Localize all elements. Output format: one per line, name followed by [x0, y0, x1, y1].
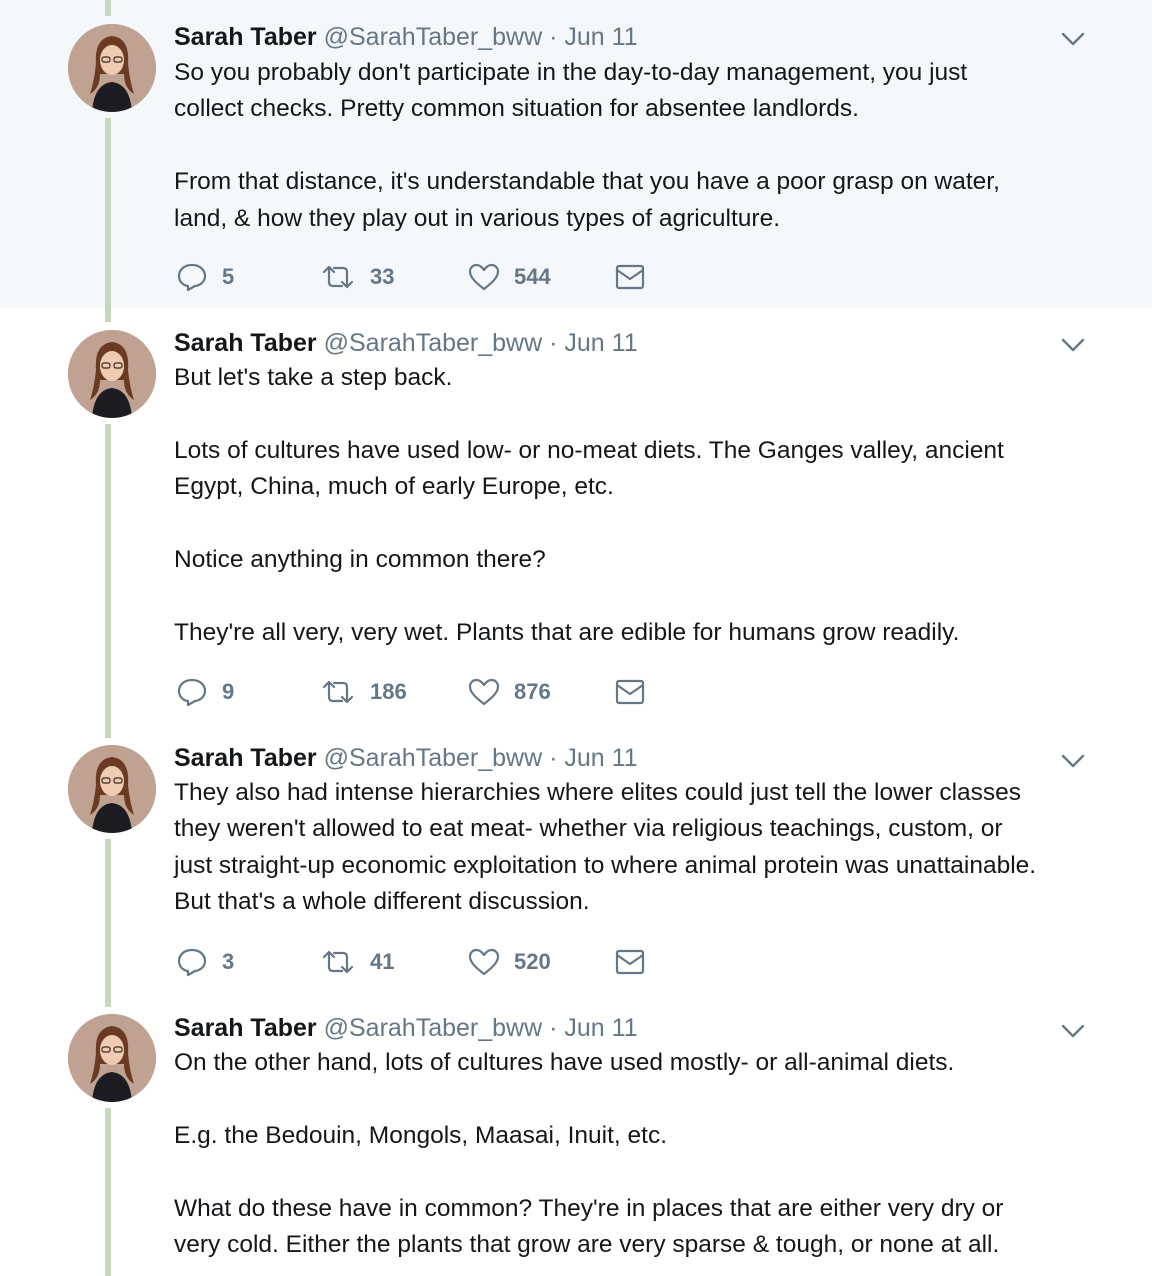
reply-button[interactable]: [176, 260, 234, 294]
tweet-text: [174, 775, 1104, 921]
author-name[interactable]: Sarah Taber: [174, 1014, 317, 1042]
thread-line: [105, 1108, 111, 1276]
text-line: E.g. the Bedouin, Mongols, Maasai, Inuit, etc.: [174, 1121, 668, 1149]
reply-button[interactable]: [176, 945, 234, 979]
reply-icon: [176, 947, 208, 977]
retweet-icon: [320, 677, 356, 707]
thread-line: [105, 839, 111, 1007]
text-line: Egypt, China, much of early Europe, etc.: [174, 473, 614, 501]
chevron-down-icon[interactable]: [1060, 30, 1086, 48]
thread-line: [105, 0, 111, 16]
thread-line: [105, 308, 111, 322]
text-line: But let's take a step back.: [174, 364, 453, 391]
direct-message-button[interactable]: [614, 260, 646, 294]
separator: ·: [549, 23, 558, 51]
thread-line: [105, 994, 111, 1006]
text-line: collect checks. Pretty common situation for absentee landlords.: [174, 95, 859, 123]
tweet-2[interactable]: [0, 308, 1152, 724]
author-handle[interactable]: @SarahTaber_bww: [323, 23, 543, 51]
tweet-text: [174, 1045, 1104, 1263]
heart-icon: [468, 677, 500, 707]
paragraph: [174, 615, 1104, 651]
tweet-date[interactable]: Jun 11: [564, 23, 638, 51]
reply-count: 3: [222, 949, 235, 974]
retweet-button[interactable]: [320, 675, 407, 709]
text-line: What do these have in common? They're in places that are either very dry or: [174, 1194, 1004, 1222]
paragraph: [174, 1191, 1104, 1264]
chevron-down-icon[interactable]: [1060, 1022, 1086, 1040]
avatar[interactable]: [68, 745, 156, 833]
paragraph: [174, 1118, 1104, 1154]
text-line: they weren't allowed to eat meat- whether via religious teachings, custom, or: [174, 815, 1003, 843]
tweet-header: [174, 743, 638, 773]
envelope-icon: [614, 677, 646, 707]
author-handle[interactable]: @SarahTaber_bww: [323, 1014, 543, 1042]
paragraph: [174, 775, 1104, 921]
reply-icon: [176, 262, 208, 292]
tweet-header: [174, 22, 638, 52]
thread-line: [105, 730, 111, 738]
like-count: 520: [514, 949, 551, 974]
reply-count: 5: [222, 264, 235, 289]
tweet-date[interactable]: Jun 11: [564, 744, 638, 772]
tweet-1[interactable]: [0, 0, 1152, 308]
text-line: But that's a whole different discussion.: [174, 888, 590, 916]
tweet-4[interactable]: [0, 994, 1152, 1276]
text-line: From that distance, it's understandable that you have a poor grasp on water,: [174, 168, 1000, 196]
avatar[interactable]: [68, 330, 156, 418]
tweet-3[interactable]: [0, 724, 1152, 994]
tweet-date[interactable]: Jun 11: [564, 1014, 638, 1042]
chevron-down-icon[interactable]: [1060, 336, 1086, 354]
retweet-icon: [320, 262, 356, 292]
paragraph: [174, 542, 1104, 578]
text-line: just straight-up economic exploitation to where animal protein was unattainable.: [174, 851, 1037, 879]
like-button[interactable]: [468, 675, 551, 709]
retweet-count: 41: [370, 949, 395, 974]
tweet-date[interactable]: Jun 11: [564, 329, 638, 357]
thread-line: [105, 118, 111, 308]
separator: ·: [549, 744, 558, 772]
paragraph: [174, 164, 1104, 237]
like-button[interactable]: [468, 945, 551, 979]
text-line: land, & how they play out in various types of agriculture.: [174, 204, 781, 232]
author-handle[interactable]: @SarahTaber_bww: [323, 329, 543, 357]
text-line: They're all very, very wet. Plants that are edible for humans grow readily.: [174, 618, 960, 646]
tweet-header: [174, 1013, 638, 1043]
author-handle[interactable]: @SarahTaber_bww: [323, 744, 543, 772]
retweet-count: 33: [370, 264, 395, 289]
text-line: very cold. Either the plants that grow are very sparse & tough, or none at all.: [174, 1231, 1000, 1258]
paragraph: [174, 1045, 1104, 1081]
chevron-down-icon[interactable]: [1060, 752, 1086, 770]
text-line: Lots of cultures have used low- or no-meat diets. The Ganges valley, ancient: [174, 436, 1004, 464]
thread-line: [105, 424, 111, 738]
direct-message-button[interactable]: [614, 945, 646, 979]
reply-button[interactable]: [176, 675, 234, 709]
reply-count: 9: [222, 679, 235, 704]
paragraph: [174, 433, 1104, 506]
envelope-icon: [614, 262, 646, 292]
author-name[interactable]: Sarah Taber: [174, 329, 317, 357]
retweet-button[interactable]: [320, 945, 394, 979]
text-line: Notice anything in common there?: [174, 546, 546, 573]
retweet-count: 186: [370, 679, 407, 704]
tweet-text: [174, 55, 1104, 237]
envelope-icon: [614, 947, 646, 977]
text-line: They also had intense hierarchies where elites could just tell the lower classes: [174, 779, 1022, 806]
heart-icon: [468, 947, 500, 977]
avatar[interactable]: [68, 24, 156, 112]
retweet-button[interactable]: [320, 260, 394, 294]
text-line: On the other hand, lots of cultures have used mostly- or all-animal diets.: [174, 1049, 955, 1076]
author-name[interactable]: Sarah Taber: [174, 23, 317, 51]
separator: ·: [549, 1014, 558, 1042]
avatar[interactable]: [68, 1014, 156, 1102]
retweet-icon: [320, 947, 356, 977]
like-button[interactable]: [468, 260, 551, 294]
paragraph: [174, 55, 1104, 128]
like-count: 876: [514, 679, 551, 704]
heart-icon: [468, 262, 500, 292]
direct-message-button[interactable]: [614, 675, 646, 709]
tweet-header: [174, 328, 638, 358]
tweet-text: [174, 360, 1104, 651]
text-line: So you probably don't participate in the day-to-day management, you just: [174, 59, 968, 86]
author-name[interactable]: Sarah Taber: [174, 744, 317, 772]
reply-icon: [176, 677, 208, 707]
separator: ·: [549, 329, 558, 357]
like-count: 544: [514, 264, 551, 289]
paragraph: [174, 360, 1104, 396]
